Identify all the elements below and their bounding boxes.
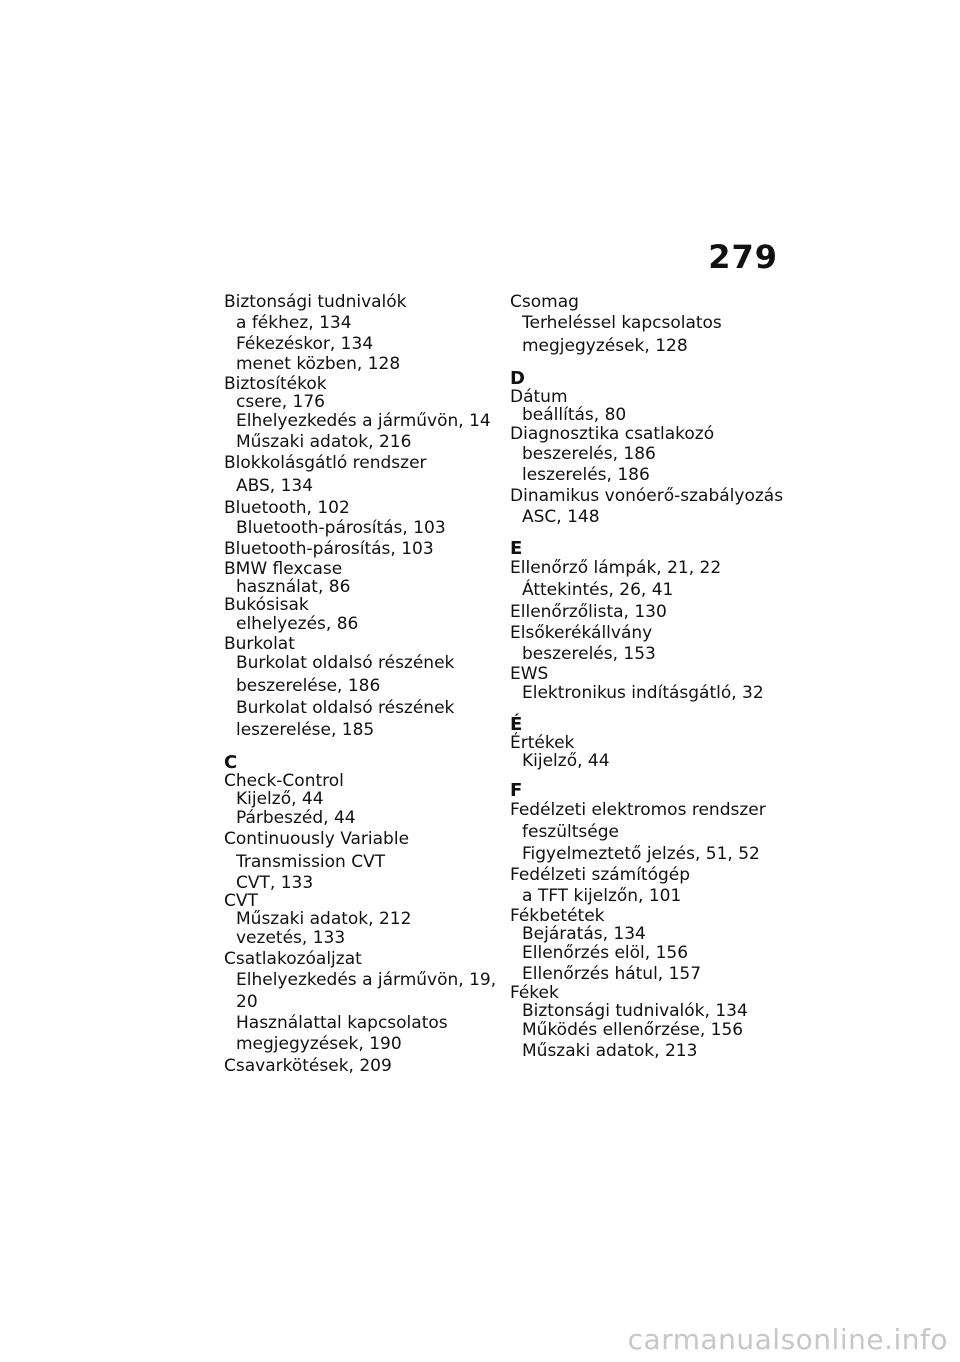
index-subentry: feszültsége [522, 822, 619, 843]
index-entry: Blokkolásgátló rendszer [224, 452, 427, 473]
index-subentry: CVT, 133 [236, 872, 314, 893]
index-subentry: Áttekintés, 26, 41 [522, 580, 674, 601]
index-entry: Ellenőrzőlista, 130 [510, 602, 667, 623]
index-subentry: Elhelyezkedés a járművön, 14 [236, 411, 491, 432]
index-subentry: menet közben, 128 [236, 354, 401, 375]
page-number: 279 [708, 238, 778, 276]
index-subentry: Műszaki adatok, 216 [236, 431, 412, 452]
index-subentry: Biztonsági tudnivalók, 134 [522, 1001, 748, 1022]
index-subentry: vezetés, 133 [236, 927, 346, 948]
watermark: carmanualsonline.info [627, 1323, 948, 1356]
index-subentry: beszerelés, 153 [522, 643, 656, 664]
index-entry: Ellenőrző lámpák, 21, 22 [510, 557, 722, 578]
index-subentry: Elektronikus indításgátló, 32 [522, 682, 764, 703]
index-subentry: csere, 176 [236, 392, 325, 413]
index-subentry: használat, 86 [236, 576, 351, 597]
index-subentry: a TFT kijelzőn, 101 [522, 885, 682, 906]
index-subentry: Műszaki adatok, 213 [522, 1041, 698, 1062]
index-entry: Értékek [510, 732, 575, 753]
index-entry: Bukósisak [224, 594, 309, 615]
section-letter: C [224, 752, 238, 774]
index-column-right [510, 292, 800, 1062]
index-entry: Csomag [510, 292, 579, 312]
index-entry: Csavarkötések, 209 [224, 1056, 392, 1077]
index-entry: Fedélzeti elektromos rendszer [510, 799, 766, 820]
index-entry: Fékek [510, 983, 559, 1004]
index-entry: Csatlakozóaljzat [224, 948, 362, 969]
index-subentry: beszerelése, 186 [236, 675, 381, 696]
index-entry: Check-Control [224, 771, 344, 792]
index-entry: Fékbetétek [510, 905, 605, 926]
index-subentry: beszerelés, 186 [522, 444, 656, 465]
index-subentry: Bejáratás, 134 [522, 923, 646, 944]
index-subentry: megjegyzések, 128 [522, 335, 688, 356]
index-subentry: elhelyezés, 86 [236, 613, 359, 634]
index-subentry: ASC, 148 [522, 506, 600, 527]
index-entry: Bluetooth-párosítás, 103 [224, 539, 434, 560]
index-subentry: Transmission CVT [236, 851, 386, 872]
index-subentry: Műszaki adatok, 212 [236, 908, 412, 929]
index-entry: EWS [510, 663, 549, 684]
index-subentry: Ellenőrzés elöl, 156 [522, 942, 689, 963]
index-subentry: ABS, 134 [236, 475, 314, 496]
index-subentry: Bluetooth-párosítás, 103 [236, 518, 446, 539]
section-letter: E [510, 537, 523, 559]
index-entry: Continuously Variable [224, 829, 410, 850]
index-entry: Biztonsági tudnivalók [224, 292, 407, 312]
index-subentry: a fékhez, 134 [236, 312, 352, 333]
index-subentry: Burkolat oldalsó részének [236, 652, 455, 673]
index-subentry: 20 [236, 992, 258, 1013]
index-subentry: leszerelése, 185 [236, 720, 375, 741]
index-entry: Fedélzeti számítógép [510, 865, 691, 886]
index-subentry: Burkolat oldalsó részének [236, 697, 455, 718]
index-entry: Dinamikus vonóerő-szabályozás [510, 485, 784, 506]
index-entry: Dátum [510, 386, 568, 407]
index-subentry: Figyelmeztető jelzés, 51, 52 [522, 844, 760, 865]
index-entry: Bluetooth, 102 [224, 497, 350, 518]
index-subentry: Működés ellenőrzése, 156 [522, 1020, 744, 1041]
index-subentry: leszerelés, 186 [522, 465, 650, 486]
index-entry: Diagnosztika csatlakozó [510, 423, 715, 444]
index-subentry: megjegyzések, 190 [236, 1034, 402, 1055]
index-column-left [224, 292, 499, 1077]
index-subentry: Fékezéskor, 134 [236, 333, 374, 354]
index-entry: BMW flexcase [224, 558, 343, 579]
index-subentry: Kijelző, 44 [236, 789, 324, 810]
index-subentry: Terheléssel kapcsolatos [522, 312, 722, 333]
section-letter: É [510, 713, 523, 735]
index-subentry: beállítás, 80 [522, 404, 627, 425]
index-entry: Biztosítékok [224, 374, 327, 395]
index-subentry: Ellenőrzés hátul, 157 [522, 963, 702, 984]
index-entry: CVT [224, 890, 258, 911]
section-letter: F [510, 779, 523, 801]
index-subentry: Használattal kapcsolatos [236, 1013, 448, 1034]
index-subentry: Kijelző, 44 [522, 750, 610, 771]
index-entry: Burkolat [224, 633, 295, 654]
index-subentry: Párbeszéd, 44 [236, 808, 356, 829]
section-letter: D [510, 367, 525, 389]
index-subentry: Elhelyezkedés a járművön, 19, [236, 969, 497, 990]
index-entry: Elsőkerékállvány [510, 623, 653, 644]
